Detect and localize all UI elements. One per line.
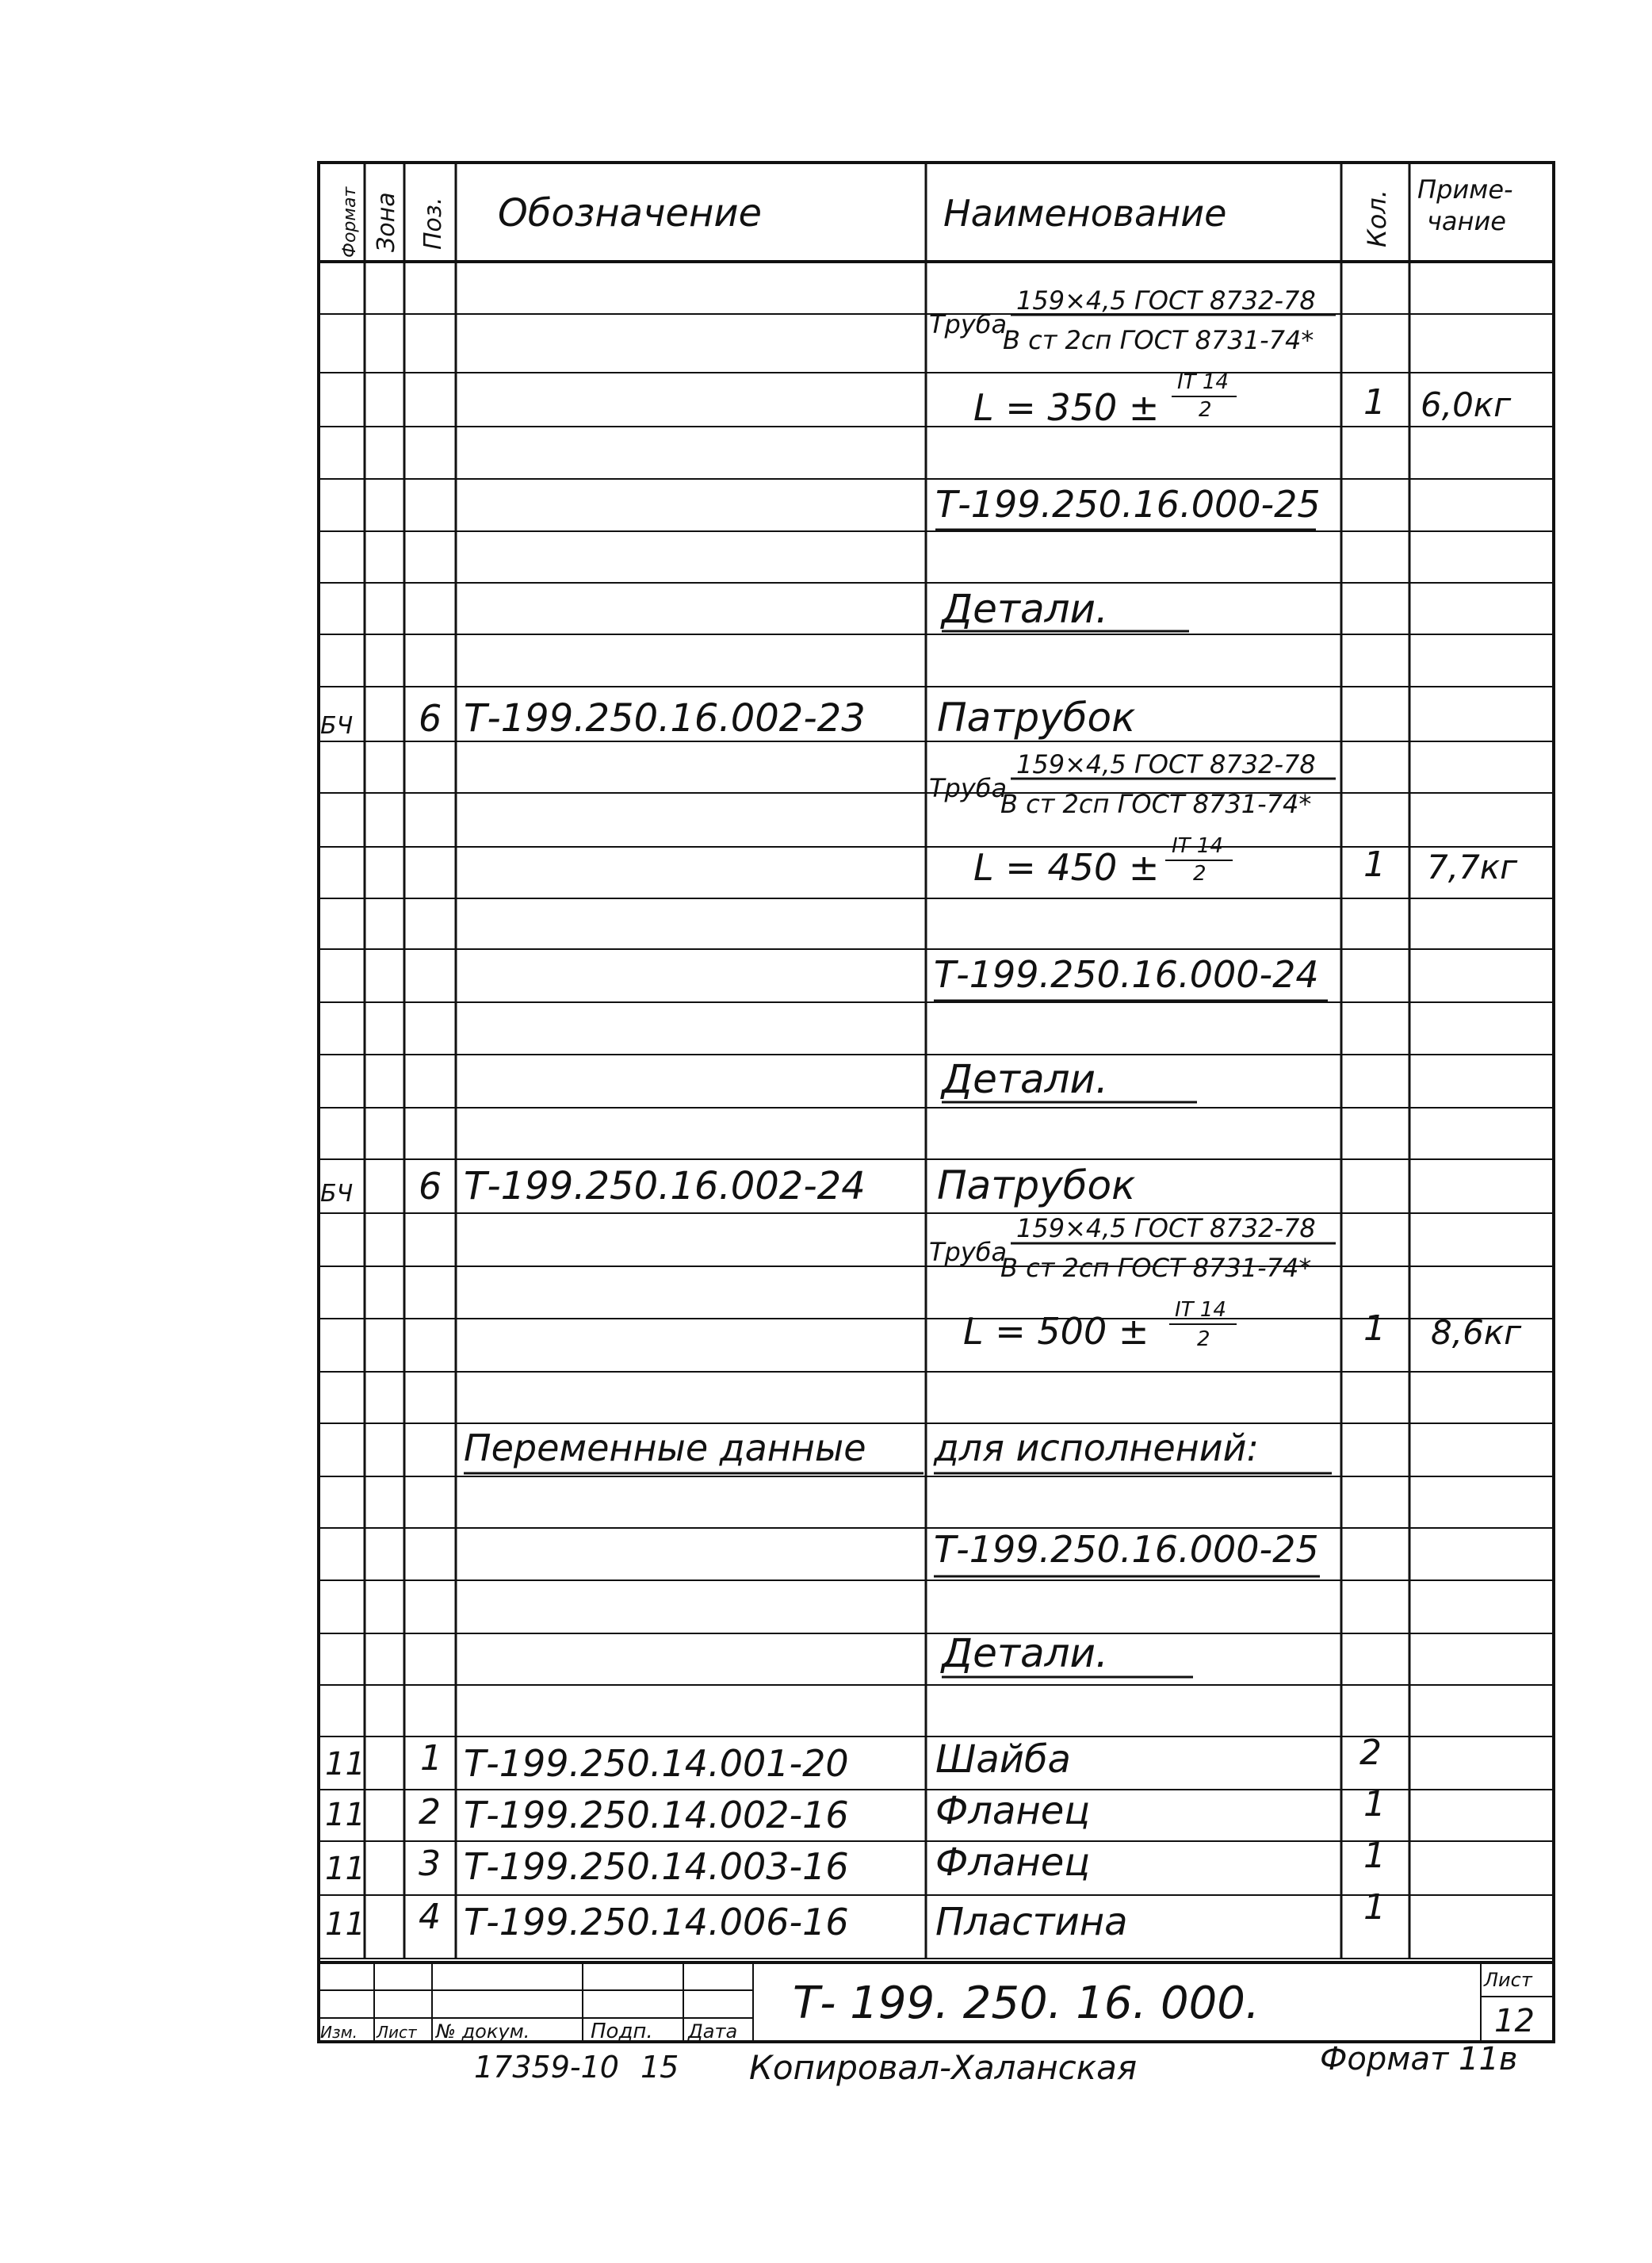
header-note-2: чание (1427, 206, 1506, 236)
row-qty: 2 (1359, 1733, 1382, 1773)
row-qty: 1 (1363, 382, 1386, 423)
row-designation: Т-199.250.14.002-16 (464, 1794, 849, 1836)
variant-designation: Т-199.250.16.000-24 (934, 953, 1319, 996)
title-block (320, 1969, 1535, 2043)
table-row (320, 695, 1135, 741)
header-note-1: Приме- (1417, 174, 1513, 205)
table-row (320, 1162, 1135, 1208)
row-qty: 1 (1363, 1784, 1386, 1825)
table-row (929, 749, 1336, 819)
row-qty: 1 (1363, 844, 1386, 885)
title-doc-no: № докум. (436, 2020, 530, 2043)
length-tolerance-top: IT 14 (1172, 834, 1223, 858)
sheet-format: Формат 11в (1320, 2041, 1518, 2077)
header-name: Наименование (943, 192, 1227, 235)
row-designation: Т-199.250.14.006-16 (464, 1901, 849, 1943)
table-row (325, 1784, 1386, 1836)
row-name: Пластина (935, 1900, 1128, 1944)
header-qty: Кол. (1362, 190, 1392, 247)
section-title: Детали. (942, 1056, 1108, 1102)
row-name: Фланец (935, 1840, 1090, 1885)
pipe-fraction-bottom: В ст 2сп ГОСТ 8731-74* (1000, 789, 1312, 819)
table-row (325, 1733, 1382, 1785)
row-format: 11 (325, 1906, 365, 1943)
title-list: Лист (377, 2023, 417, 2042)
table-row (934, 953, 1328, 1001)
row-format: БЧ (320, 1180, 354, 1208)
variable-data-label: Переменные данные (464, 1426, 866, 1469)
row-qty: 1 (1363, 1887, 1386, 1928)
row-designation: Т-199.250.16.002-24 (464, 1164, 866, 1208)
row-designation: Т-199.250.14.001-20 (464, 1742, 849, 1785)
length-value: L = 350 ± (973, 386, 1160, 429)
row-name: Патрубок (937, 1162, 1136, 1208)
table-row (973, 370, 1512, 429)
row-designation: Т-199.250.16.002-23 (464, 696, 866, 741)
row-format: 11 (325, 1746, 365, 1782)
table-row (935, 483, 1321, 530)
pipe-label: Труба (929, 309, 1008, 339)
row-pos: 6 (419, 1165, 442, 1208)
section-title: Детали. (942, 1630, 1108, 1676)
header-pos: Поз. (419, 197, 447, 250)
table-row (325, 1836, 1386, 1888)
pipe-fraction-top: 159×4,5 ГОСТ 8732-78 (1016, 285, 1316, 316)
variant-designation: Т-199.250.16.000-25 (934, 1528, 1319, 1571)
header-designation: Обозначение (498, 191, 763, 235)
row-name: Шайба (935, 1737, 1071, 1782)
table-row (973, 834, 1518, 889)
row-qty: 1 (1363, 1836, 1386, 1876)
pipe-fraction-top: 159×4,5 ГОСТ 8732-78 (1016, 1213, 1316, 1243)
length-tolerance-bottom: 2 (1193, 862, 1206, 886)
table-row (940, 1056, 1197, 1102)
pipe-label: Труба (929, 773, 1008, 803)
table-row (940, 1630, 1193, 1677)
pipe-fraction-top: 159×4,5 ГОСТ 8732-78 (1016, 749, 1316, 779)
header-format: Формат (340, 186, 360, 258)
copied-by: Копировал-Халанская (749, 2048, 1138, 2087)
length-value: L = 450 ± (973, 846, 1160, 889)
row-note: 6,0кг (1421, 385, 1512, 424)
row-format: 11 (325, 1851, 365, 1887)
section-title: Детали. (942, 586, 1108, 632)
row-pos: 3 (419, 1844, 441, 1884)
order-copy-number: 15 (641, 2050, 679, 2085)
table-row (940, 586, 1189, 632)
table-row (464, 1426, 1332, 1473)
sheet-number: 12 (1494, 2003, 1535, 2039)
table-row (934, 1528, 1320, 1576)
length-tolerance-top: IT 14 (1175, 1298, 1226, 1322)
document-designation: Т- 199. 250. 16. 000. (793, 1978, 1260, 2029)
row-name: Фланец (935, 1789, 1090, 1833)
row-format: БЧ (320, 712, 354, 740)
row-note: 7,7кг (1427, 848, 1518, 886)
title-date: Дата (688, 2020, 738, 2043)
variant-designation: Т-199.250.16.000-25 (935, 483, 1321, 526)
table-row (929, 285, 1336, 355)
title-sign: Подп. (591, 2020, 653, 2043)
row-pos: 1 (420, 1738, 442, 1779)
row-pos: 4 (419, 1897, 441, 1937)
row-format: 11 (325, 1797, 365, 1833)
row-name: Патрубок (937, 695, 1136, 741)
footer (474, 2041, 1517, 2087)
length-value: L = 500 ± (963, 1310, 1149, 1353)
length-tolerance-bottom: 2 (1197, 1327, 1210, 1351)
length-tolerance-bottom: 2 (1199, 398, 1212, 422)
table-row (963, 1298, 1522, 1353)
row-pos: 2 (419, 1792, 441, 1832)
pipe-fraction-bottom: В ст 2сп ГОСТ 8731-74* (1003, 325, 1314, 355)
header-zone: Зона (373, 192, 400, 252)
row-qty: 1 (1363, 1308, 1386, 1349)
variable-data-target: для исполнений: (934, 1426, 1260, 1469)
row-designation: Т-199.250.14.003-16 (464, 1845, 849, 1888)
pipe-fraction-bottom: В ст 2сп ГОСТ 8731-74* (1000, 1253, 1312, 1283)
pipe-label: Труба (929, 1237, 1008, 1267)
order-number: 17359-10 (474, 2050, 619, 2085)
sheet-label: Лист (1484, 1969, 1532, 1991)
table-row (929, 1213, 1336, 1283)
row-note: 8,6кг (1431, 1313, 1522, 1352)
title-izm: Изм. (320, 2023, 358, 2042)
length-tolerance-top: IT 14 (1177, 370, 1229, 394)
row-pos: 6 (419, 697, 442, 740)
